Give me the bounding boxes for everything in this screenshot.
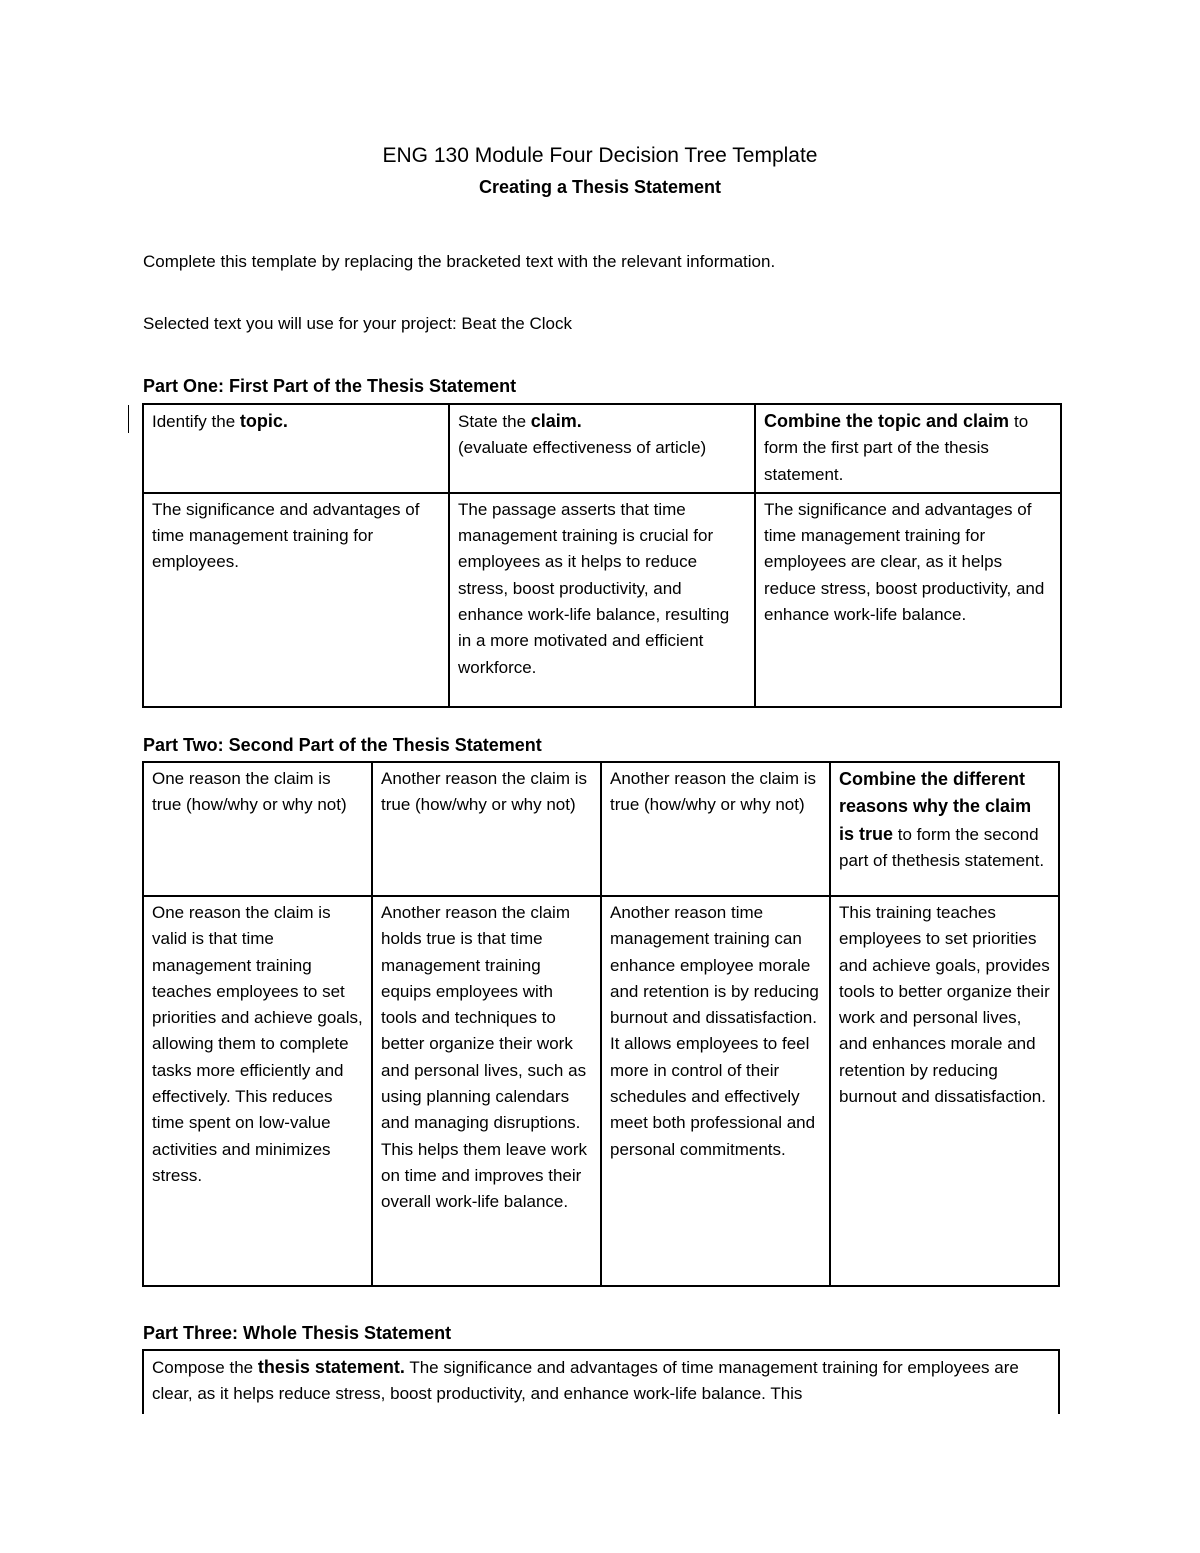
table-row [143,1350,1059,1414]
claim-header-bold: claim. [530,411,582,431]
table-header-row [143,404,1061,493]
topic-header-text: Identify the [152,412,240,431]
reason1-cell[interactable]: One reason the claim is valid is that time management training teaches employees to set priorities and achieve goals, allowing them to complete tasks more efficiently and effectively. This reduces time spent on low-value activities and minimizes stress. [143,896,372,1286]
combine-header-text: to form the first part of the thesis statement. [764,412,1029,484]
instructions-text: Complete this template by replacing the bracketed text with the relevant information. [143,252,776,271]
reason2-cell[interactable]: Another reason the claim holds true is that time management training equips employees with tools and techniques to better organize their work and personal lives, such as using planning calendars and managing disruptions. This helps them leave work on time and improves their overall work-life balance. [372,896,601,1286]
claim-header-cell[interactable] [449,404,755,493]
topic-cell[interactable]: The significance and advantages of time management training for employees. [143,493,449,707]
part-one-heading: Part One: First Part of the Thesis Statement [143,376,517,396]
combine-header-cell[interactable] [755,404,1061,493]
table-header-row [143,762,1059,896]
part-three-table [142,1349,1060,1414]
combine-reasons-text: to form the second part of thethesis statement. [839,824,1045,870]
part-two-heading: Part Two: Second Part of the Thesis Statement [143,735,542,755]
reason3-cell[interactable]: Another reason time management training can enhance employee morale and retention is by reducing burnout and dissatisfaction. It allows employees to feel more in control of their schedules and effectively meet both professional and personal commitments. [601,896,830,1286]
table-row [143,493,1061,707]
combined-reasons-cell[interactable]: This training teaches employees to set priorities and achieve goals, provides tools to better organize their work and personal lives, and enhances morale and retention by reducing burnout and dissatisfaction. [830,896,1059,1286]
table-row [143,896,1059,1286]
claim-cell[interactable]: The passage asserts that time management training is crucial for employees as it helps to reduce stress, boost productivity, and enhance work-life balance, resulting in a more motivated and efficient workforce. [449,493,755,707]
reason2-header-cell[interactable]: Another reason the claim is true (how/why or why not) [372,762,601,896]
thesis-text: The significance and advantages of time management training for employees are clear, as it helps reduce stress, boost productivity, and enhance work-life balance. This [152,1358,1019,1404]
combined-cell[interactable]: The significance and advantages of time management training for employees are clear, as it helps reduce stress, boost productivity, and enhance work-life balance. [755,493,1061,707]
combine-header-bold: Combine the topic and claim [764,411,1015,431]
compose-label-bold: thesis statement. [257,1357,405,1377]
text-cursor [128,405,129,433]
part-one-table [142,403,1062,708]
reason3-header-cell[interactable]: Another reason the claim is true (how/why or why not) [601,762,830,896]
claim-header-note: (evaluate effectiveness of article) [458,438,707,458]
document-subtitle: Creating a Thesis Statement [478,177,722,197]
topic-header-cell[interactable] [143,404,449,493]
reason1-header-cell[interactable]: One reason the claim is true (how/why or why not) [143,762,372,896]
document-title: ENG 130 Module Four Decision Tree Template [382,144,818,167]
part-three-heading: Part Three: Whole Thesis Statement [143,1323,452,1343]
thesis-cell[interactable] [143,1350,1059,1414]
claim-header-text: State the [458,412,531,431]
combine-reasons-bold: Combine the different reasons why the claim is true [839,769,1032,844]
part-two-table [142,761,1060,1287]
combine-reasons-header-cell[interactable] [830,762,1059,896]
selected-text-line: Selected text you will use for your project: Beat the Clock [143,314,572,333]
compose-label: Compose the [152,1358,258,1377]
topic-header-bold: topic. [239,411,288,431]
